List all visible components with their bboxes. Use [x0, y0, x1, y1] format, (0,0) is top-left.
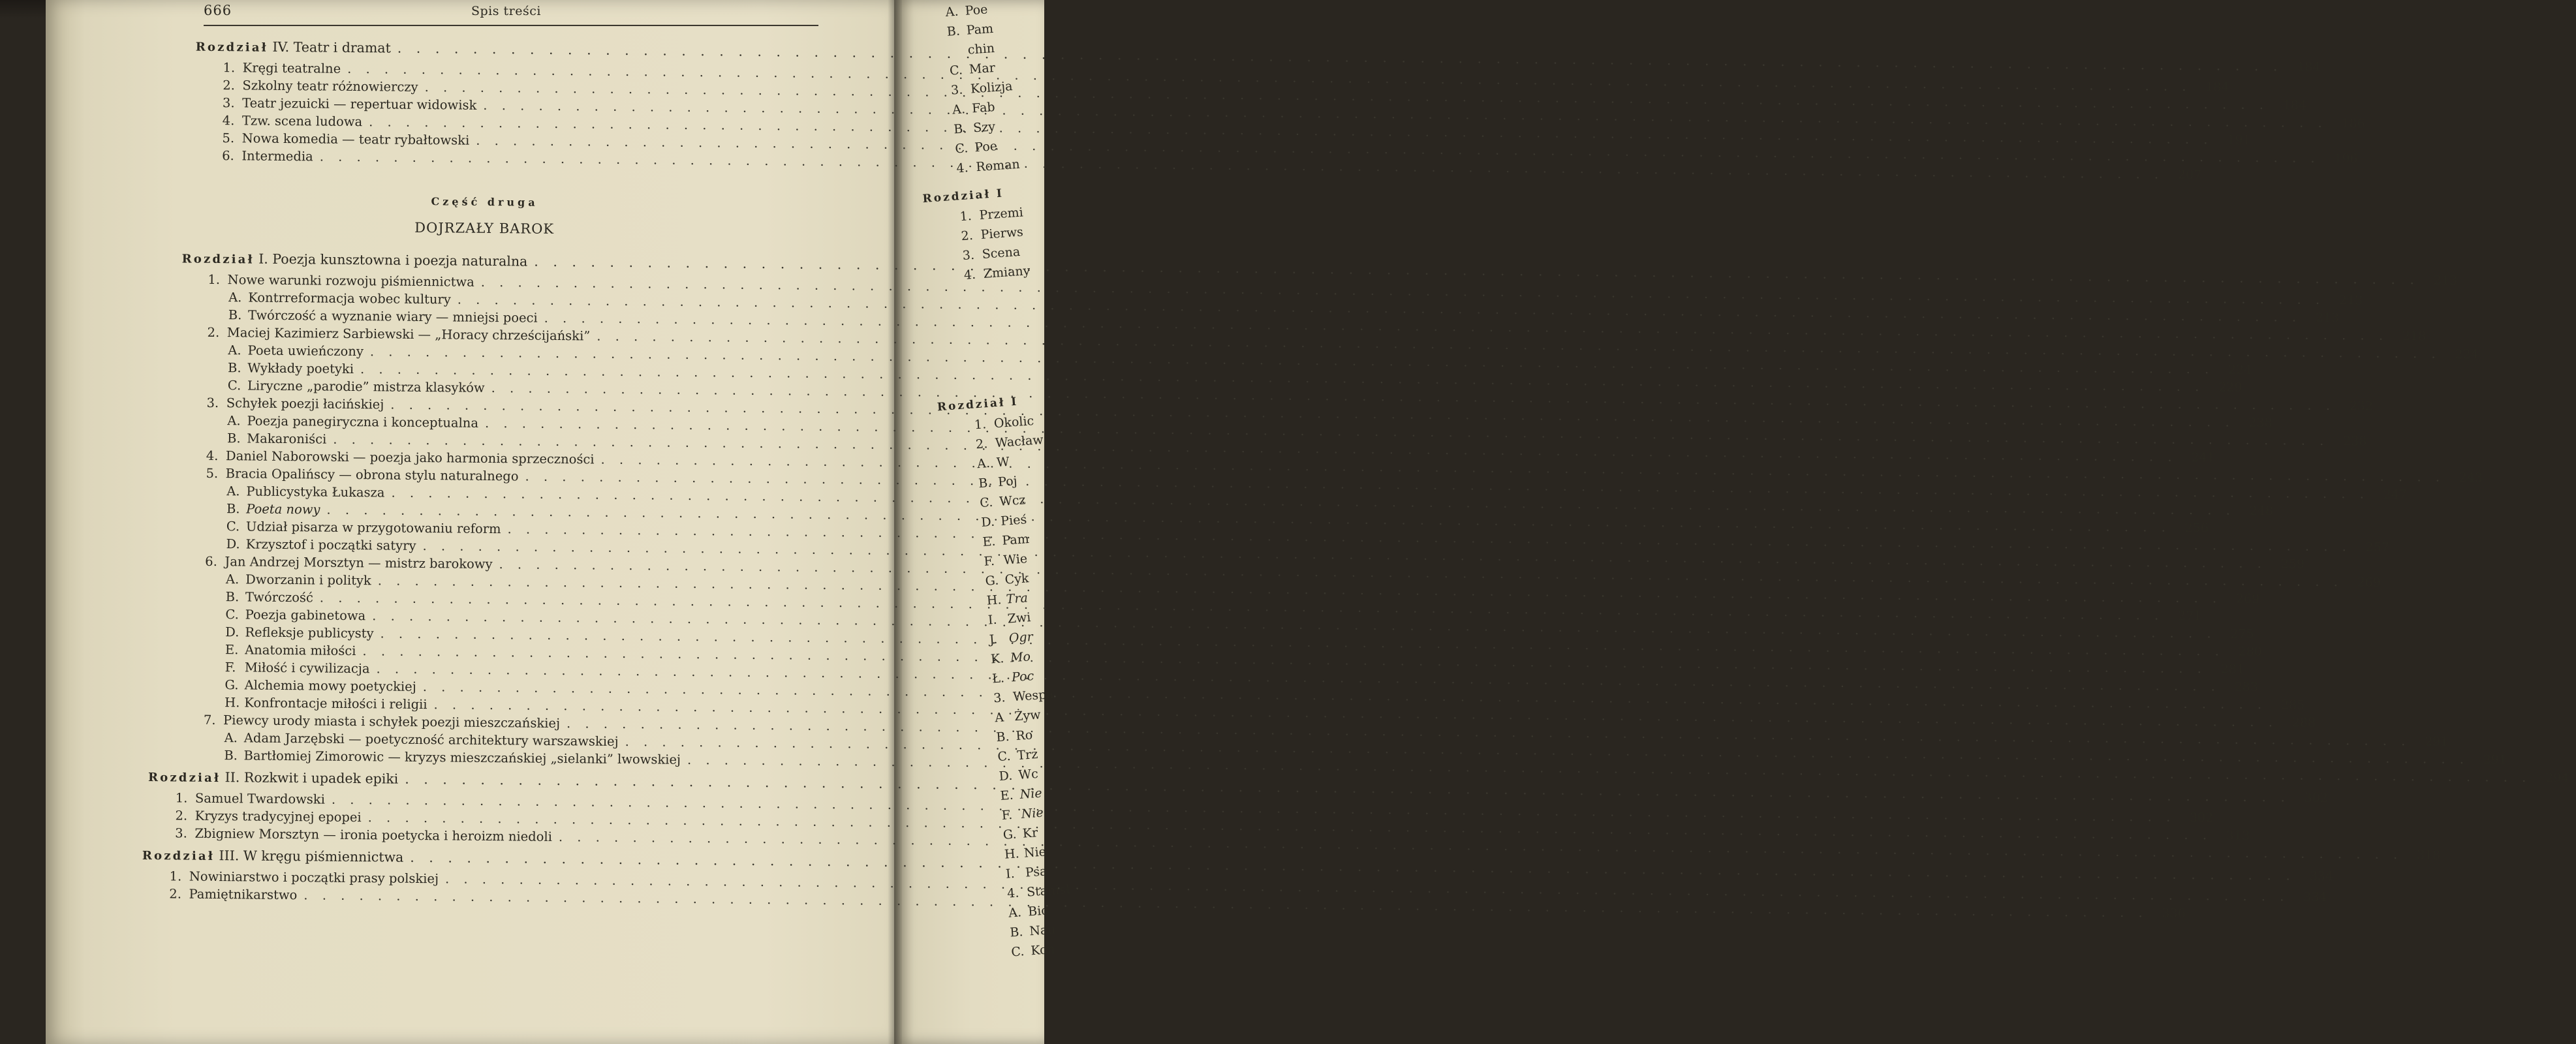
- page-ref: 256: [2184, 520, 2209, 536]
- entry-heading: [222, 148, 313, 164]
- entry-title: Nie: [1021, 805, 1044, 821]
- chapter-title: III. W kręgu piśmiennictwa: [214, 848, 404, 865]
- page-ref: 291: [2425, 734, 2449, 749]
- entry-title: Liryczne „parodie” mistrza klasyków: [243, 378, 485, 395]
- page-ref: 285: [2280, 698, 2305, 713]
- entry-heading: [227, 431, 326, 446]
- page-ref: 269: [2235, 591, 2260, 607]
- page-header: [204, 3, 818, 26]
- entry-title: Wacław: [995, 433, 1044, 451]
- entry-title: Samuel Twardowski: [191, 790, 326, 807]
- entry-title: Krzysztof i początki satyry: [241, 536, 416, 553]
- entry-heading: [225, 660, 370, 676]
- entry-number: B.: [978, 475, 993, 491]
- entry-number: 6.: [222, 148, 234, 164]
- entry-title: Stanisł: [1026, 882, 1070, 900]
- chapter-heading: [182, 250, 528, 269]
- entry-heading: [228, 378, 485, 395]
- entry-number: 5.: [206, 465, 219, 482]
- entry-title: Psa: [1025, 864, 1048, 880]
- entry-number: I.: [987, 612, 998, 628]
- entry-number: 3.: [175, 825, 187, 841]
- entry-title: Kr: [1022, 825, 1038, 841]
- entry-number: I.: [1005, 866, 1016, 882]
- entry-number: B.: [946, 23, 961, 39]
- page-ref: 280: [2238, 644, 2263, 660]
- chapter-label: Rozdział: [195, 40, 268, 55]
- page-ref: 207: [2177, 167, 2202, 183]
- page-ref: 247: [2383, 487, 2408, 502]
- entry-heading: [175, 825, 552, 844]
- entry-heading: [206, 448, 595, 467]
- entry-number: 3.: [950, 82, 964, 98]
- entry-number: 4.: [1006, 885, 1020, 901]
- entry-title: Kręgi teatralne: [238, 60, 341, 76]
- entry-title: Cyk: [1004, 571, 1030, 587]
- entry-heading: [169, 868, 439, 886]
- entry-number: E.: [982, 534, 997, 549]
- entry-number: A.: [228, 343, 241, 358]
- entry-number: 2.: [175, 808, 188, 823]
- page-ref: 218: [2402, 329, 2427, 344]
- chapter-title: IV. Teatr i dramat: [272, 38, 391, 56]
- entry-title: Mar: [969, 60, 996, 77]
- entry-title: Miłość i cywilizacja: [240, 660, 370, 677]
- entry-number: 3.: [962, 247, 975, 264]
- entry-number: 5.: [222, 130, 235, 146]
- entry-number: D.: [998, 768, 1013, 784]
- entry-title: Piewcy urody miasta i schyłek poezji mieszczańskiej: [219, 713, 561, 731]
- page-ref: 248: [2249, 503, 2273, 519]
- entry-title: Nowe warunki rozwoju piśmiennictwa: [223, 272, 474, 290]
- entry-heading: [169, 886, 297, 902]
- entry-number: A: [994, 710, 1004, 726]
- entry-title: Bio: [1027, 903, 1049, 919]
- entry-title: Pierws: [980, 224, 1024, 243]
- entry-title: Publicystyka Łukasza: [242, 484, 385, 500]
- entry-number: C.: [226, 519, 240, 534]
- entry-title: Teatr jezuicki — repertuar widowisk: [238, 95, 477, 113]
- entry-title: Zmiany: [983, 263, 1031, 281]
- entry-number: A.: [1008, 905, 1022, 921]
- entry-number: D.: [225, 624, 240, 640]
- entry-title: Rozdział I: [937, 395, 1019, 414]
- entry-number: B.: [953, 121, 968, 137]
- entry-heading: [225, 624, 374, 641]
- entry-title: Zwi: [1007, 610, 1032, 626]
- page-ref: 213: [2338, 293, 2363, 308]
- entry-number: F.: [1001, 807, 1013, 823]
- page-ref: 196: [2334, 151, 2358, 166]
- entry-heading: [226, 589, 313, 605]
- page-ref: 243: [2459, 470, 2483, 485]
- entry-title: chin: [967, 40, 995, 57]
- entry-title: Rozdział I: [922, 187, 1004, 206]
- page-ref: 291: [2483, 752, 2507, 767]
- page-ref: 269: [2357, 575, 2382, 590]
- entry-number: C.: [227, 378, 241, 393]
- entry-number: K.: [990, 651, 1005, 667]
- entry-number: 1.: [175, 790, 188, 806]
- entry-title: Pam: [1001, 532, 1030, 548]
- entry-title: Maciej Kazimierz Sarbiewski — „Horacy chrześcijański”: [223, 325, 591, 344]
- entry-title: Roman: [975, 157, 1021, 175]
- entry-number: 7.: [203, 712, 216, 728]
- page-ref: 281: [2220, 662, 2244, 677]
- entry-number: C.: [979, 495, 993, 511]
- entry-number: F.: [225, 660, 236, 675]
- entry-title: Daniel Naborowski — poezja jako harmonia sprzeczności: [221, 448, 595, 467]
- entry-heading: [228, 307, 538, 326]
- entry-title: Scena: [982, 244, 1021, 262]
- entry-number: H.: [986, 592, 1002, 608]
- entry-number: C.: [1010, 944, 1025, 960]
- entry-heading: [205, 554, 493, 572]
- entry-heading: [204, 713, 560, 731]
- entry-number: 2.: [960, 228, 974, 244]
- page-ref: 213: [2433, 273, 2458, 288]
- page-ref: 318: [2416, 848, 2441, 863]
- chapter-label: Rozdział: [181, 252, 255, 267]
- entry-title: Nowiniarstwo i początki prasy polskiej: [185, 868, 439, 887]
- chapter-title: I. Poezja kunsztowna i poezja naturalna: [254, 251, 528, 269]
- entry-title: Ogr: [1008, 629, 1034, 646]
- entry-heading: [223, 95, 477, 113]
- entry-title: Wie: [1002, 551, 1028, 568]
- entry-title: Nowa komedia — teatr rybałtowski: [238, 130, 470, 148]
- entry-number: 3.: [222, 95, 235, 111]
- page-ref: 238: [2248, 415, 2273, 431]
- page-ref: 213: [2315, 310, 2340, 326]
- entry-title: Anatomia miłości: [240, 642, 356, 659]
- entry-number: 4.: [963, 267, 976, 283]
- entry-heading: [223, 60, 341, 76]
- entry-number: A.: [945, 4, 959, 20]
- entry-number: B.: [224, 748, 238, 763]
- entry-heading: [222, 130, 469, 148]
- page-ref: 275: [2230, 626, 2254, 641]
- entry-number: G.: [1002, 827, 1017, 842]
- entry-number: 4.: [206, 448, 219, 464]
- page-ref: 283: [2234, 679, 2259, 695]
- entry-title: Szkolny teatr różnowierczy: [238, 78, 418, 95]
- page-ref: 186: [2341, 116, 2365, 131]
- entry-number: 2.: [223, 78, 235, 93]
- entry-heading: [228, 360, 354, 376]
- entry-number: B.: [1009, 925, 1024, 940]
- entry-number: C.: [949, 63, 963, 78]
- entry-heading: [206, 466, 518, 484]
- entry-heading: [176, 790, 325, 806]
- entry-title: Wykłady poetyki: [243, 360, 354, 377]
- entry-title: Poe: [964, 2, 989, 18]
- entry-title: Pieś: [1000, 512, 1027, 529]
- entry-title: Kontrreformacja wobec kultury: [244, 290, 451, 307]
- chapter-label: Rozdział: [142, 848, 215, 864]
- page-ref: 313: [2226, 828, 2250, 843]
- entry-number: B.: [227, 360, 241, 376]
- entry-heading: [223, 78, 418, 95]
- entry-title: Alchemia mowy poetyckiej: [240, 677, 416, 694]
- entry-number: A.: [227, 413, 241, 429]
- entry-number: A.: [976, 455, 991, 472]
- entry-number: E.: [999, 788, 1014, 804]
- entry-heading: [226, 501, 320, 517]
- entry-title: Bracia Opalińscy — obrona stylu naturalnego: [221, 466, 519, 484]
- page-ref: 241: [2191, 450, 2215, 465]
- entry-number: 3.: [993, 690, 1006, 706]
- entry-title: Twórczość a wyznanie wiary — mniejsi poeci: [243, 307, 538, 326]
- entry-title: Kryzys tradycyjnej epopei: [191, 808, 362, 825]
- entry-number: 1.: [959, 208, 972, 224]
- entry-heading: [223, 113, 363, 129]
- entry-number: 1.: [974, 417, 987, 433]
- page-ref: 288: [2291, 715, 2316, 730]
- entry-title: Zbigniew Morsztyn — ironia poetycka i heroizm niedoli: [191, 825, 553, 844]
- entry-number: F.: [983, 553, 995, 569]
- entry-heading: [225, 730, 619, 749]
- page-ref: 184: [2297, 59, 2321, 74]
- entry-title: Bartłomiej Zimorowic — kryzys mieszczańskiej „sielanki” lwowskiej: [240, 748, 681, 767]
- entry-title: Żyw: [1014, 707, 1042, 724]
- entry-title: Tzw. scena ludowa: [238, 113, 363, 130]
- entry-title: Refleksje publicysty: [241, 624, 374, 641]
- entry-title: Okolic: [993, 414, 1034, 431]
- chapter-heading: [142, 847, 404, 865]
- entry-title: Intermedia: [238, 148, 313, 164]
- entry-number: 6.: [205, 553, 217, 570]
- entry-number: G.: [984, 573, 999, 589]
- entry-title: Pam: [966, 21, 994, 38]
- entry-heading: [225, 695, 427, 712]
- page-ref: 224: [2227, 362, 2252, 377]
- entry-heading: [227, 413, 478, 431]
- entry-heading: [226, 536, 416, 553]
- entry-heading: [208, 272, 474, 290]
- entry-heading: [225, 607, 365, 623]
- page-ref: 184: [2205, 80, 2229, 95]
- entry-heading: [226, 484, 384, 500]
- entry-title: Pamiętnikarstwo: [185, 886, 298, 903]
- entry-title: Trz: [1016, 746, 1038, 763]
- entry-number: E.: [225, 642, 239, 658]
- entry-heading: [225, 677, 416, 694]
- entry-number: 2.: [207, 324, 220, 341]
- page-ref: 336: [2162, 906, 2186, 921]
- page-ref: 294: [2545, 771, 2569, 786]
- entry-number: 2.: [169, 886, 182, 902]
- entry-title: Konfrontacje miłości i religii: [240, 695, 427, 713]
- entry-number: 4.: [955, 161, 969, 176]
- entry-title: Adam Jarzębski — poetyczność architektury warszawskiej: [240, 730, 619, 749]
- chapter-title: II. Rozkwit i upadek epiki: [220, 769, 399, 787]
- entry-title: Poj: [997, 474, 1018, 490]
- page-ref: 302: [2189, 810, 2214, 825]
- entry-title: Ro: [1015, 728, 1033, 744]
- entry-title: Nie: [1023, 844, 1047, 861]
- entry-number: 1.: [223, 60, 236, 76]
- entry-title: Twórczość: [241, 589, 313, 606]
- entry-title: Mo: [1010, 649, 1031, 666]
- entry-number: A.: [225, 572, 240, 587]
- page-ref: 259: [2280, 557, 2305, 572]
- entry-title: Wcz: [999, 493, 1027, 510]
- entry-number: D.: [226, 536, 240, 552]
- entry-heading: [226, 572, 371, 588]
- part-title: DOJRZAŁY BAROK: [414, 219, 555, 237]
- entry-number: B.: [995, 729, 1010, 745]
- entry-title: Poezja panegiryczna i konceptualna: [243, 413, 479, 431]
- entry-number: Ł.: [991, 671, 1005, 686]
- page-ref: 271: [2177, 608, 2202, 624]
- entry-title: Poc: [1011, 669, 1034, 685]
- entry-number: B.: [226, 501, 240, 517]
- entry-number: C.: [225, 607, 240, 622]
- entry-title: Poezja gabinetowa: [241, 607, 366, 624]
- entry-title: W: [996, 454, 1010, 470]
- entry-title: Wc: [1017, 766, 1039, 782]
- entry-heading: [208, 325, 591, 344]
- entry-number: A.: [224, 730, 238, 746]
- entry-number: C.: [954, 141, 969, 157]
- entry-title: Poeta uwieńczony: [243, 343, 364, 360]
- entry-number: 3.: [206, 395, 219, 411]
- entry-title: Tra: [1005, 591, 1029, 607]
- entry-number: 2.: [975, 437, 988, 452]
- entry-title: Kon: [1030, 942, 1056, 959]
- chapter-label: Rozdział: [147, 771, 221, 786]
- entry-number: 1.: [208, 271, 221, 288]
- entry-number: B.: [226, 431, 241, 446]
- entry-number: J.: [989, 632, 998, 647]
- page-number: 666: [204, 3, 232, 18]
- entry-title: Dworzanin i polityk: [241, 572, 371, 589]
- page-ref: 334: [2309, 868, 2334, 884]
- entry-title: Poeta nowy: [241, 501, 320, 517]
- entry-number: H.: [225, 695, 240, 711]
- entry-number: A.: [952, 102, 966, 117]
- page-ref: 334: [2303, 889, 2327, 905]
- page-ref: 257: [2365, 540, 2390, 555]
- entry-heading: [206, 395, 384, 412]
- entry-title: Jan Andrzej Morsztyn — mistrz barokowy: [221, 554, 493, 572]
- page-ref: 191: [2227, 132, 2251, 147]
- entry-title: Nie: [1019, 786, 1043, 802]
- entry-number: B.: [228, 307, 242, 323]
- entry-title: Makaroniści: [242, 431, 327, 447]
- entry-title: Nau: [1029, 922, 1057, 939]
- entry-number: G.: [225, 677, 239, 693]
- entry-number: A.: [228, 290, 242, 305]
- entry-title: Kolizja: [970, 79, 1014, 97]
- entry-number: [948, 54, 968, 55]
- page-ref: 184: [2282, 98, 2307, 113]
- entry-title: Poe: [974, 138, 998, 155]
- entry-number: 1.: [169, 868, 182, 884]
- page-ref: 302: [2304, 790, 2329, 806]
- part-label: Część druga: [431, 195, 538, 209]
- entry-heading: [228, 343, 364, 359]
- entry-number: H.: [1004, 846, 1020, 862]
- entry-title: Wespa: [1012, 686, 1055, 705]
- entry-title: Fab: [971, 100, 996, 116]
- entry-heading: [175, 808, 361, 825]
- page-ref: 229: [2218, 380, 2242, 395]
- page-ref: 224: [2455, 346, 2479, 362]
- running-head: Spis treści: [471, 4, 541, 18]
- entry-heading: [228, 290, 451, 307]
- entry-number: B.: [225, 589, 240, 605]
- entry-heading: [226, 519, 501, 536]
- entry-title: Schyłek poezji łacińskiej: [222, 395, 384, 412]
- entry-title: Udział pisarza w przygotowaniu reform: [241, 519, 501, 537]
- entry-number: 4.: [222, 113, 235, 129]
- entry-number: A.: [226, 484, 240, 499]
- chapter-heading: [148, 769, 398, 787]
- page-ref: 232: [2349, 399, 2374, 414]
- entry-heading: [225, 642, 356, 658]
- entry-number: C.: [997, 748, 1012, 765]
- entry-title: Przemi: [978, 205, 1024, 223]
- entry-number: D.: [980, 514, 995, 530]
- entry-title: Szy: [972, 119, 996, 136]
- page-ref: 238: [2343, 434, 2367, 449]
